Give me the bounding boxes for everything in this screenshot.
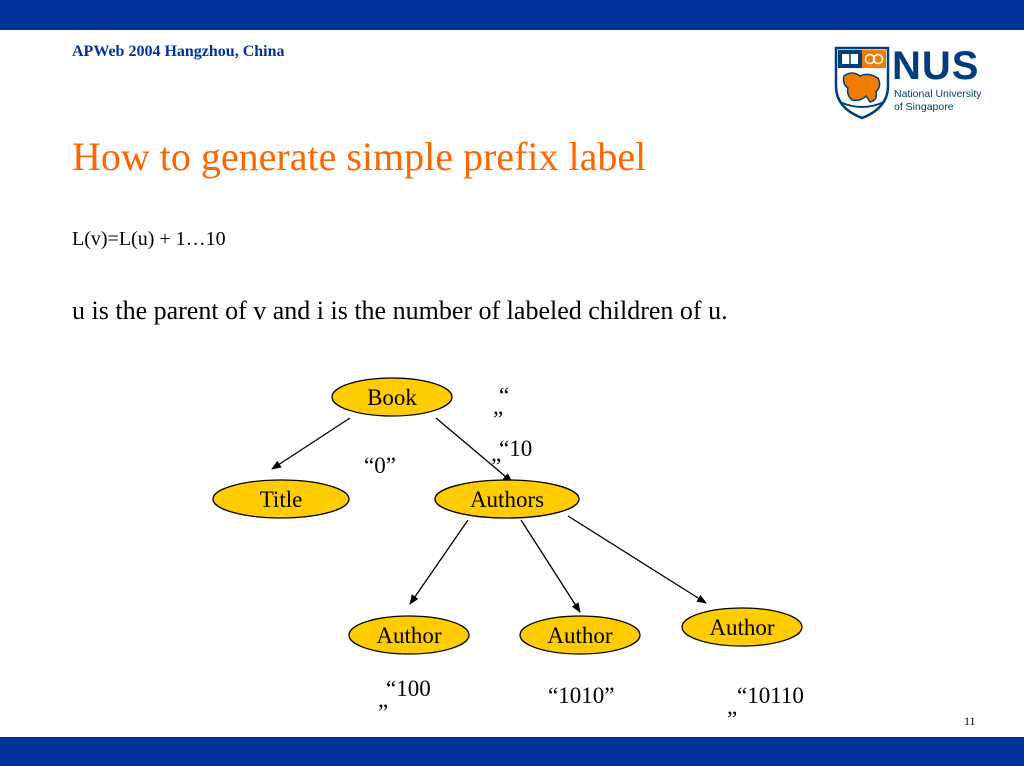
node-author-1 xyxy=(349,616,469,654)
label-author-3 xyxy=(727,683,804,732)
node-book xyxy=(332,378,452,416)
conference-label: APWeb 2004 Hangzhou, China xyxy=(72,43,285,60)
node-book-label: Book xyxy=(367,385,417,410)
node-title-label: Title xyxy=(259,487,303,512)
edge-authors-author1 xyxy=(410,520,468,604)
label-book-line2: ” xyxy=(493,407,504,432)
label-author-2 xyxy=(548,684,614,708)
node-title xyxy=(213,480,349,518)
page-number: 11 xyxy=(964,714,976,728)
label-author-3-line1: “10110 xyxy=(737,683,804,708)
label-author-1-line1: “100 xyxy=(386,676,431,701)
node-author-1-label: Author xyxy=(376,623,442,648)
edge-authors-author2 xyxy=(521,520,580,612)
nus-wordmark: NUS xyxy=(892,44,980,88)
nus-line-1: National University xyxy=(894,88,982,100)
label-authors xyxy=(491,436,533,479)
node-author-3 xyxy=(682,608,802,646)
node-author-3-label: Author xyxy=(709,615,775,640)
edge-authors-author3 xyxy=(568,516,706,603)
label-formula: L(v)=L(u) + 1…10 xyxy=(72,228,226,250)
slide-title: How to generate simple prefix label xyxy=(72,134,647,179)
label-book xyxy=(493,383,510,432)
label-authors-line1: “10 xyxy=(499,436,533,461)
label-book-line1: “ xyxy=(499,383,510,408)
label-author-2-line1: “1010” xyxy=(548,683,615,708)
formula-description: u is the parent of v and i is the number of labeled children of u. xyxy=(72,296,728,325)
label-author-1 xyxy=(378,676,431,725)
label-title xyxy=(364,454,396,478)
node-authors xyxy=(435,480,579,518)
label-authors-line2: ” xyxy=(491,454,502,479)
label-author-3-line2: ” xyxy=(727,707,738,732)
label-author-1-line2: ” xyxy=(378,700,389,725)
nus-line-2: of Singapore xyxy=(894,101,954,113)
edge-book-title xyxy=(272,418,350,469)
node-authors-label: Authors xyxy=(469,487,545,512)
node-author-2-label: Author xyxy=(547,623,613,648)
node-author-2 xyxy=(520,616,640,654)
label-title-line1: “0” xyxy=(364,453,396,478)
